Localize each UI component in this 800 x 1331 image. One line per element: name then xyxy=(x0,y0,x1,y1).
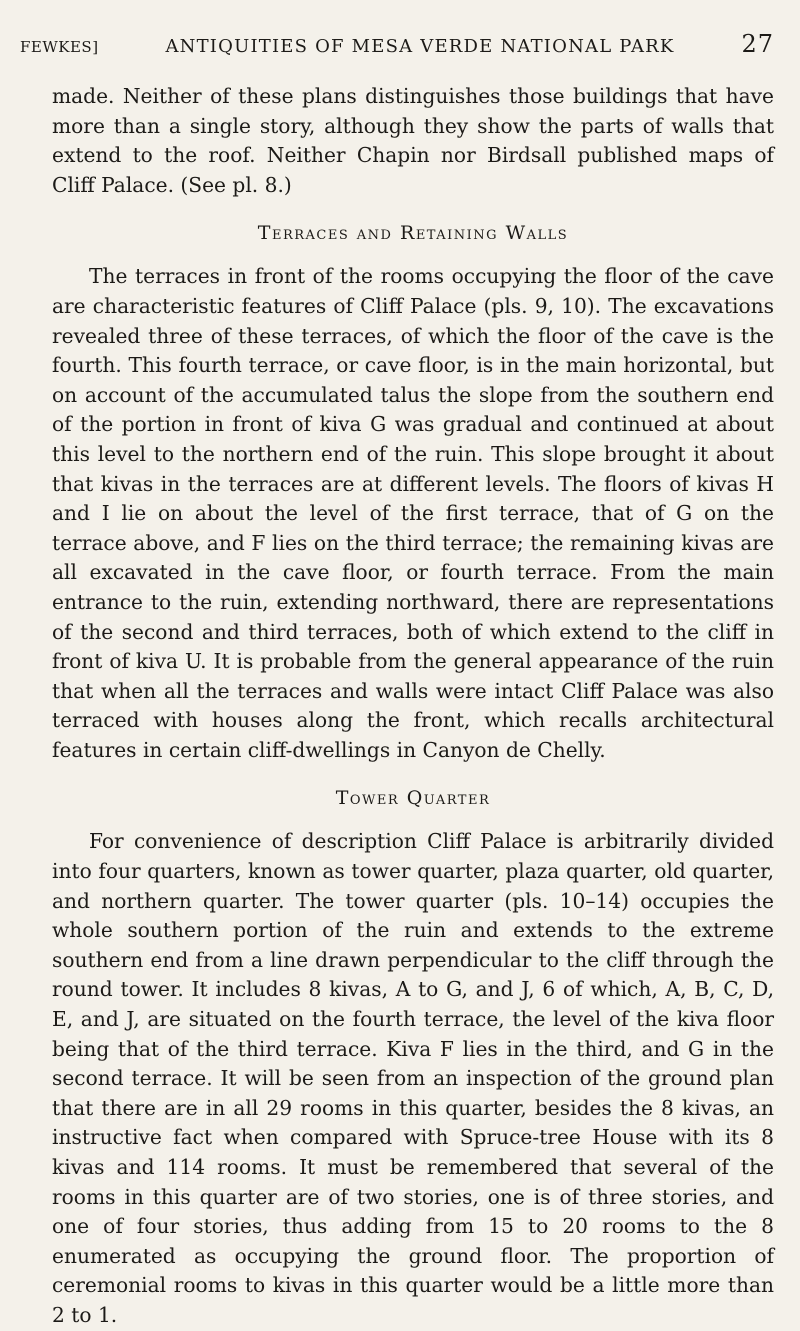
header-title: ANTIQUITIES OF MESA VERDE NATIONAL PARK xyxy=(165,36,675,57)
body-text xyxy=(52,82,774,1331)
section-heading-tower-quarter: Tower Quarter xyxy=(335,787,491,810)
paragraph-terraces: The terraces in front of the rooms occupying the floor of the cave are characteristic features of Cliff Palace (pls. 9, 10). The excavations revealed three of these terraces, of which the floor of the cave is the fourth. This fourth terrace, or cave floor, is in the main horizontal, but on account of the accumulated talus the slope from the southern end of the portion in front of kiva G was gradual and continued at about this level to the northern end of the ruin. This slope brought it about that kivas in the terraces are at different levels. The floors of kivas H and I lie on about the level of the first terrace, that of G on the terrace above, and F lies on the third terrace; the remaining kivas are all excavated in the cave floor, or fourth terrace. From the main entrance to the ruin, extending northward, there are representations of the second and third terraces, both of which extend to the cliff in front of kiva U. It is probable from the general appearance of the ruin that when all the terraces and walls were intact Cliff Palace was also terraced with houses along the front, which recalls architectural features in certain cliff-dwellings in Canyon de Chelly. xyxy=(52,264,774,762)
running-header xyxy=(20,30,774,68)
page-number: 27 xyxy=(741,30,774,58)
page-content xyxy=(20,30,774,1331)
section-heading-terraces: Terraces and Retaining Walls xyxy=(257,222,569,245)
paragraph-tower-quarter: For convenience of description Cliff Palace is arbitrarily divided into four quarters, known as tower quarter, plaza quarter, old quarter, and northern quarter. The tower quarter (pls. 10–14) occupies the whole southern portion of the ruin and extends to the extreme southern end from a line drawn perpendicular to the cliff through the round tower. It includes 8 kivas, A to G, and J, 6 of which, A, B, C, D, E, and J, are situated on the fourth terrace, the level of the kiva floor being that of the third terrace. Kiva F lies in the third, and G in the second terrace. It will be seen from an inspection of the ground plan that there are in all 29 rooms in this quarter, besides the 8 kivas, an instructive fact when compared with Spruce-tree House with its 8 kivas and 114 rooms. It must be remembered that several of the rooms in this quarter are of two stories, one is of three stories, and one of four stories, thus adding from 15 to 20 rooms to the 8 enumerated as occupying the ground floor. The proportion of ceremonial rooms to kivas in this quarter would be a little more than 2 to 1. xyxy=(52,829,774,1327)
paragraph-continued: made. Neither of these plans distinguishes those buildings that have more than a single story, although they show the parts of walls that extend to the roof. Neither Chapin nor Birdsall published maps of Cliff Palace. (See pl. 8.) xyxy=(52,84,774,197)
header-author: FEWKES] xyxy=(20,38,99,56)
